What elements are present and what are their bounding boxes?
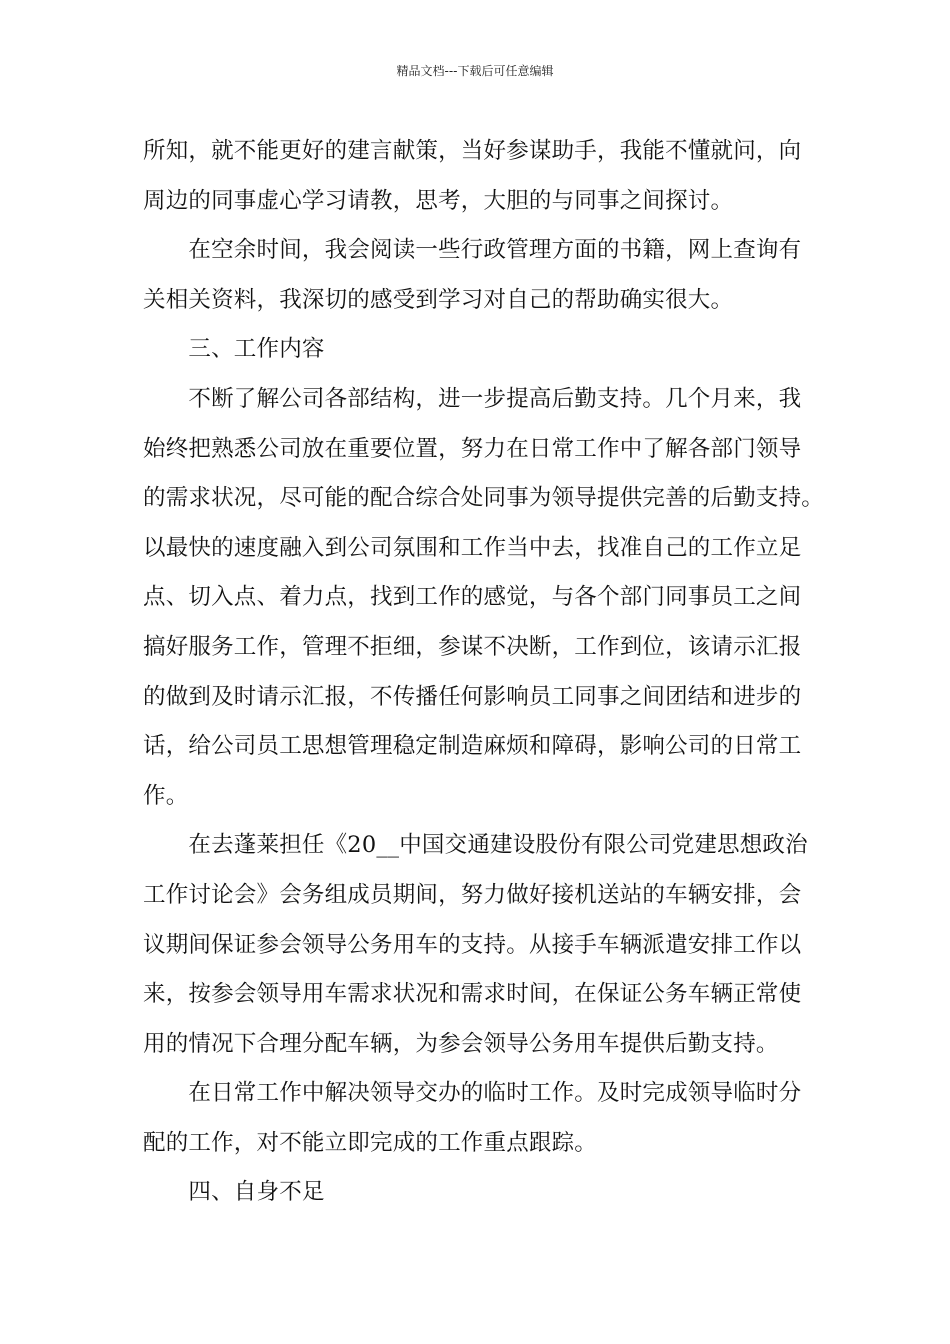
text-line: 关相关资料，我深切的感受到学习对自己的帮助确实很大。 [143, 286, 734, 313]
text-line: 的做到及时请示汇报，不传播任何影响员工同事之间团结和进步的 [143, 683, 802, 710]
page-header: 精品文档---下载后可任意编辑 [396, 64, 554, 78]
text-line: 的需求状况，尽可能的配合综合处同事为领导提供完善的后勤支持。 [143, 485, 825, 512]
text-line: 话，给公司员工思想管理稳定制造麻烦和障碍，影响公司的日常工 [143, 733, 802, 760]
text-line: 用的情况下合理分配车辆，为参会领导公务用车提供后勤支持。 [143, 1030, 779, 1057]
text-line: 配的工作，对不能立即完成的工作重点跟踪。 [143, 1129, 598, 1156]
section-heading: 三、工作内容 [143, 336, 325, 363]
text-line: 在空余时间，我会阅读一些行政管理方面的书籍，网上查询有 [143, 237, 802, 264]
text-line: 搞好服务工作，管理不拒细，参谋不决断，工作到位，该请示汇报 [143, 633, 802, 660]
text-line: 始终把熟悉公司放在重要位置，努力在日常工作中了解各部门领导 [143, 435, 802, 462]
text-line: 不断了解公司各部结构，进一步提高后勤支持。几个月来，我 [143, 385, 802, 412]
text-line: 在去蓬莱担任《20__中国交通建设股份有限公司党建思想政治 [143, 832, 808, 859]
section-heading: 四、自身不足 [143, 1179, 325, 1206]
text-line: 以最快的速度融入到公司氛围和工作当中去，找准自己的工作立足 [143, 534, 802, 561]
text-line: 在日常工作中解决领导交办的临时工作。及时完成领导临时分 [143, 1080, 802, 1107]
text-line: 工作讨论会》会务组成员期间，努力做好接机送站的车辆安排，会 [143, 881, 802, 908]
text-line: 周边的同事虚心学习请教，思考，大胆的与同事之间探讨。 [143, 187, 734, 214]
text-line: 点、切入点、着力点，找到工作的感觉，与各个部门同事员工之间 [143, 584, 802, 611]
text-line: 来，按参会领导用车需求状况和需求时间，在保证公务车辆正常使 [143, 981, 802, 1008]
text-line: 作。 [143, 782, 189, 809]
document-body [143, 127, 823, 1218]
text-line: 所知，就不能更好的建言献策，当好参谋助手，我能不懂就问，向 [143, 138, 802, 164]
text-line: 议期间保证参会领导公务用车的支持。从接手车辆派遣安排工作以 [143, 931, 802, 958]
